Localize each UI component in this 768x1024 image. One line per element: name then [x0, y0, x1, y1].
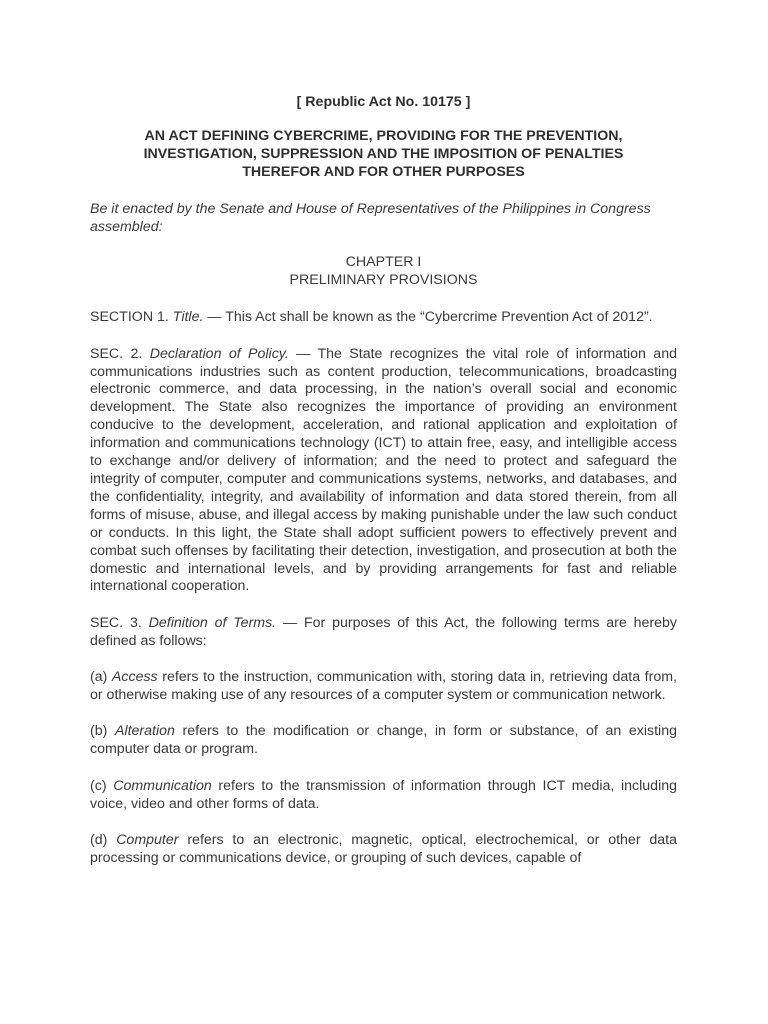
- chapter-number: CHAPTER I: [345, 254, 422, 271]
- section-1-heading: Title.: [172, 309, 204, 326]
- definition-letter: (b): [90, 723, 115, 740]
- enacting-clause: Be it enacted by the Senate and House of Representatives of the Philippines in Congress assembled:: [90, 200, 651, 235]
- definition-text: refers to the transmission of information through ICT media, including voice, video and other forms of data.: [90, 777, 677, 812]
- chapter-heading: [90, 254, 677, 290]
- section-2-text: — The State recognizes the vital role of information and communications industries such as content production, telecommunications, broadcasting electronic commerce, and data processing, in the nation’s overall social and economic development. The State also recognizes the importance of providing an environment conducive to the development, acceleration, and rational application and exploitation of information and communications technology (ICT) to attain free, easy, and intelligible access to exchange and/or delivery of information; and the need to protect and safeguard the integrity of computer, computer and communications systems, networks, and databases, and the confidentiality, integrity, and availability of information and data stored therein, from all forms of misuse, abuse, and illegal access by making punishable under the law such conduct or conducts. In this light, the State shall adopt sufficient powers to effectively prevent and combat such offenses by facilitating their detection, investigation, and prosecution at both the domestic and international levels, and by providing arrangements for fast and reliable international cooperation.: [90, 345, 677, 595]
- definition-letter: (d): [90, 832, 117, 849]
- act-title: AN ACT DEFINING CYBERCRIME, PROVIDING FOR THE PREVENTION, INVESTIGATION, SUPPRESSION AND THE IMPOSITION OF PENALTIES THEREFOR AND FOR OTHER PURPOSES: [143, 127, 624, 180]
- definition-term: Alteration: [114, 723, 175, 740]
- definition-access: [90, 669, 677, 705]
- section-2-label: SEC. 2.: [90, 345, 150, 362]
- section-1-label: SECTION 1.: [90, 309, 173, 326]
- definition-text: refers to the modification or change, in form or substance, of an existing computer data or program.: [90, 723, 677, 758]
- definition-computer: [90, 832, 677, 868]
- section-2: [90, 346, 677, 597]
- definition-letter: (a): [90, 669, 112, 686]
- definition-term: Communication: [113, 777, 212, 794]
- section-1-text: — This Act shall be known as the “Cybercrime Prevention Act of 2012”.: [203, 309, 653, 326]
- document-page: [90, 94, 677, 886]
- definition-letter: (c): [90, 777, 114, 794]
- definition-text: refers to an electronic, magnetic, optical, electrochemical, or other data processing or communications device, or grouping of such devices, capable of: [90, 832, 677, 866]
- definition-communication: [90, 778, 677, 814]
- section-3-text: — For purposes of this Act, the following terms are hereby defined as follows:: [90, 614, 677, 649]
- definition-alteration: [90, 723, 677, 759]
- definition-term: Computer: [116, 832, 179, 849]
- definition-term: Access: [111, 669, 158, 686]
- section-1: [90, 309, 677, 327]
- definition-text: refers to the instruction, communication with, storing data in, retrieving data from, or otherwise making use of any resources of a computer system or communication network.: [90, 669, 677, 704]
- section-3: [90, 615, 677, 651]
- act-number: [ Republic Act No. 10175 ]: [296, 94, 471, 110]
- section-3-label: SEC. 3.: [90, 614, 149, 631]
- chapter-name: PRELIMINARY PROVISIONS: [289, 272, 478, 289]
- section-3-heading: Definition of Terms.: [148, 614, 277, 631]
- section-2-heading: Declaration of Policy.: [149, 345, 289, 362]
